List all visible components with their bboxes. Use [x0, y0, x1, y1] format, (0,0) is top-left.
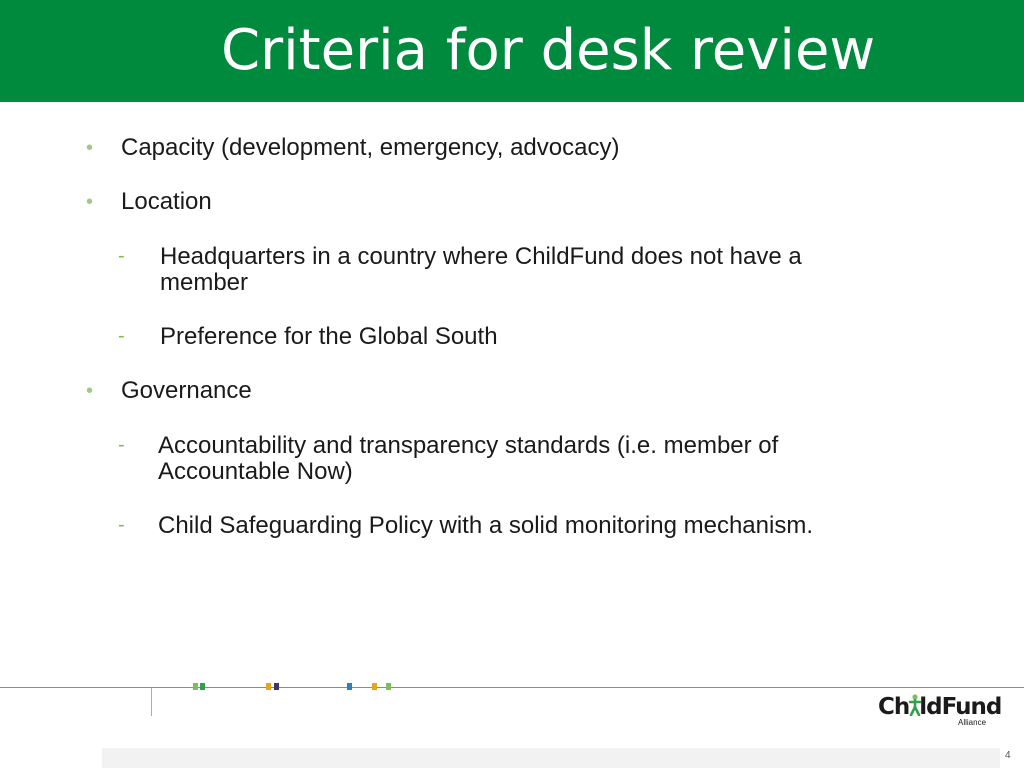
logo-wordmark: Ch ldFund [878, 694, 1002, 720]
accent-square [372, 683, 377, 690]
accent-square [193, 683, 198, 690]
title-bar [0, 0, 1024, 102]
footer-bar [102, 748, 1000, 768]
childfund-logo [878, 694, 1002, 730]
accent-square [274, 683, 279, 690]
bullet-text: Location [121, 188, 212, 215]
sub-bullet-text-cont: Accountable Now) [158, 458, 353, 485]
page-number: 4 [1005, 750, 1011, 761]
sub-bullet-text: Child Safeguarding Policy with a solid monitoring mechanism. [158, 512, 813, 539]
bullet-icon: • [86, 380, 94, 402]
bullet-icon: • [86, 191, 94, 213]
dash-icon: - [118, 245, 125, 267]
dash-icon: - [118, 434, 125, 456]
dash-icon: - [118, 325, 125, 347]
accent-square [266, 683, 271, 690]
accent-square [347, 683, 352, 690]
footer-divider [0, 687, 1024, 688]
accent-square [200, 683, 205, 690]
sub-bullet-text: Accountability and transparency standards (i.e. member of [158, 432, 779, 459]
bullet-text: Governance [121, 377, 252, 404]
slide-title: Criteria for desk review [221, 18, 876, 83]
footer-vertical-divider [151, 688, 152, 716]
bullet-icon: • [86, 137, 94, 159]
child-figure-icon [909, 694, 919, 714]
dash-icon: - [118, 514, 125, 536]
sub-bullet-text: Preference for the Global South [160, 323, 498, 350]
logo-subtitle: Alliance [958, 718, 987, 727]
sub-bullet-text: Headquarters in a country where ChildFund does not have a [160, 243, 802, 270]
accent-square [386, 683, 391, 690]
sub-bullet-text-cont: member [160, 269, 249, 296]
bullet-text: Capacity (development, emergency, advocacy) [121, 134, 620, 161]
